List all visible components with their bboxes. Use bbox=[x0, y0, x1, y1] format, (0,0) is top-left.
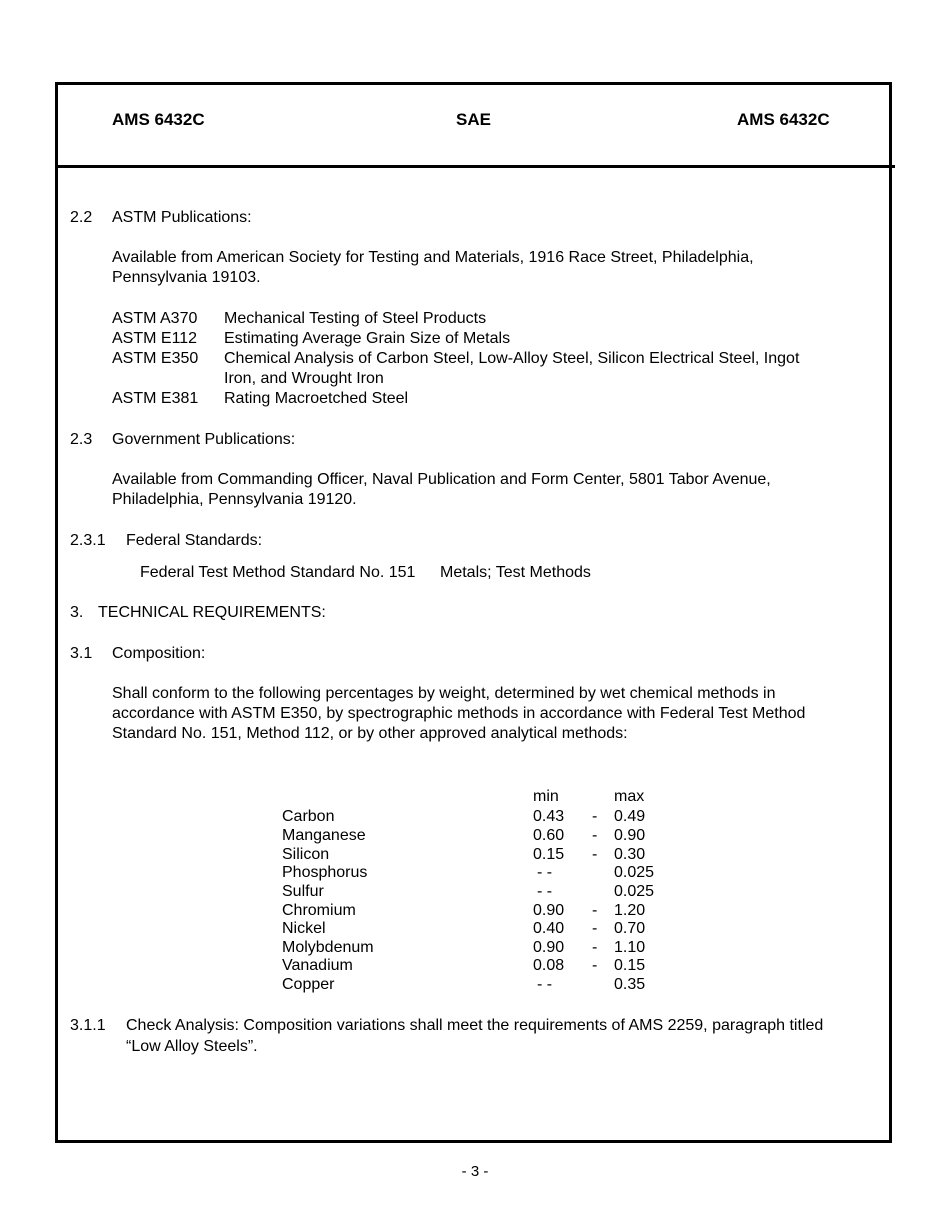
section-3-1-text-line2: accordance with ASTM E350, by spectrographic methods in accordance with Federal Test Method bbox=[112, 705, 806, 722]
section-2-3-number: 2.3 bbox=[70, 431, 93, 448]
column-header-min: min bbox=[533, 788, 559, 805]
min-value: 0.15 bbox=[533, 846, 565, 863]
section-2-2-number: 2.2 bbox=[70, 209, 93, 226]
element-name: Chromium bbox=[282, 902, 356, 919]
min-value: 0.40 bbox=[533, 920, 565, 937]
section-2-3-title: Government Publications: bbox=[112, 431, 296, 448]
page-number: - 3 - bbox=[461, 1163, 489, 1180]
element-name: Carbon bbox=[282, 808, 335, 825]
element-name: Molybdenum bbox=[282, 939, 374, 956]
header-center-org: SAE bbox=[456, 110, 491, 129]
max-value: 0.70 bbox=[614, 920, 646, 937]
min-value: 0.90 bbox=[533, 902, 565, 919]
section-2-2-title: ASTM Publications: bbox=[112, 209, 252, 226]
max-value: 0.30 bbox=[614, 846, 646, 863]
element-name: Sulfur bbox=[282, 883, 324, 900]
section-3-1-1-number: 3.1.1 bbox=[70, 1017, 106, 1034]
header-right-doc-id: AMS 6432C bbox=[737, 110, 830, 129]
header-divider bbox=[55, 165, 895, 168]
range-dash: - bbox=[592, 827, 598, 844]
header-left-doc-id: AMS 6432C bbox=[112, 110, 205, 129]
section-3-1-number: 3.1 bbox=[70, 645, 93, 662]
min-value: 0.43 bbox=[533, 808, 565, 825]
range-dash: - bbox=[592, 957, 598, 974]
column-header-max: max bbox=[614, 788, 645, 805]
max-value: 1.10 bbox=[614, 939, 646, 956]
section-2-3-availability-line2: Philadelphia, Pennsylvania 19120. bbox=[112, 491, 357, 508]
astm-description: Mechanical Testing of Steel Products bbox=[224, 310, 487, 327]
range-dash: - bbox=[592, 902, 598, 919]
section-3-1-1-text-line2: “Low Alloy Steels”. bbox=[126, 1038, 258, 1055]
astm-code: ASTM A370 bbox=[112, 310, 198, 327]
section-3-1-text-line3: Standard No. 151, Method 112, or by other approved analytical methods: bbox=[112, 725, 628, 742]
astm-description-continued: Iron, and Wrought Iron bbox=[224, 370, 384, 387]
element-name: Manganese bbox=[282, 827, 366, 844]
section-3-1-1-text-line1: Check Analysis: Composition variations shall meet the requirements of AMS 2259, paragraph titled bbox=[126, 1017, 824, 1034]
federal-standard-name: Federal Test Method Standard No. 151 bbox=[140, 564, 416, 581]
max-value: 1.20 bbox=[614, 902, 646, 919]
astm-code: ASTM E381 bbox=[112, 390, 199, 407]
max-value: 0.90 bbox=[614, 827, 646, 844]
element-name: Vanadium bbox=[282, 957, 353, 974]
min-value: 0.60 bbox=[533, 827, 565, 844]
max-value: 0.025 bbox=[614, 864, 655, 881]
astm-code: ASTM E112 bbox=[112, 330, 198, 347]
element-name: Silicon bbox=[282, 846, 330, 863]
max-value: 0.35 bbox=[614, 976, 646, 993]
min-value: - - bbox=[537, 976, 553, 993]
astm-description: Estimating Average Grain Size of Metals bbox=[224, 330, 511, 347]
max-value: 0.49 bbox=[614, 808, 646, 825]
astm-description: Rating Macroetched Steel bbox=[224, 390, 409, 407]
section-2-3-1-number: 2.3.1 bbox=[70, 532, 106, 549]
range-dash: - bbox=[592, 920, 598, 937]
range-dash: - bbox=[592, 808, 598, 825]
min-value: 0.90 bbox=[533, 939, 565, 956]
min-value: 0.08 bbox=[533, 957, 565, 974]
max-value: 0.025 bbox=[614, 883, 655, 900]
astm-code: ASTM E350 bbox=[112, 350, 199, 367]
min-value: - - bbox=[537, 883, 553, 900]
element-name: Phosphorus bbox=[282, 864, 368, 881]
range-dash: - bbox=[592, 939, 598, 956]
min-value: - - bbox=[537, 864, 553, 881]
element-name: Copper bbox=[282, 976, 335, 993]
astm-description: Chemical Analysis of Carbon Steel, Low-Alloy Steel, Silicon Electrical Steel, Ingot bbox=[224, 350, 800, 367]
section-2-2-availability-line1: Available from American Society for Testing and Materials, 1916 Race Street, Philadelphia, bbox=[112, 249, 754, 266]
section-3-title: TECHNICAL REQUIREMENTS: bbox=[98, 604, 326, 621]
section-2-3-availability-line1: Available from Commanding Officer, Naval Publication and Form Center, 5801 Tabor Avenue, bbox=[112, 471, 771, 488]
section-3-1-title: Composition: bbox=[112, 645, 206, 662]
range-dash: - bbox=[592, 846, 598, 863]
element-name: Nickel bbox=[282, 920, 326, 937]
section-3-1-text-line1: Shall conform to the following percentages by weight, determined by wet chemical methods in bbox=[112, 685, 776, 702]
section-3-number: 3. bbox=[70, 604, 84, 621]
section-2-3-1-title: Federal Standards: bbox=[126, 532, 263, 549]
max-value: 0.15 bbox=[614, 957, 646, 974]
section-2-2-availability-line2: Pennsylvania 19103. bbox=[112, 269, 261, 286]
federal-standard-description: Metals; Test Methods bbox=[440, 564, 591, 581]
